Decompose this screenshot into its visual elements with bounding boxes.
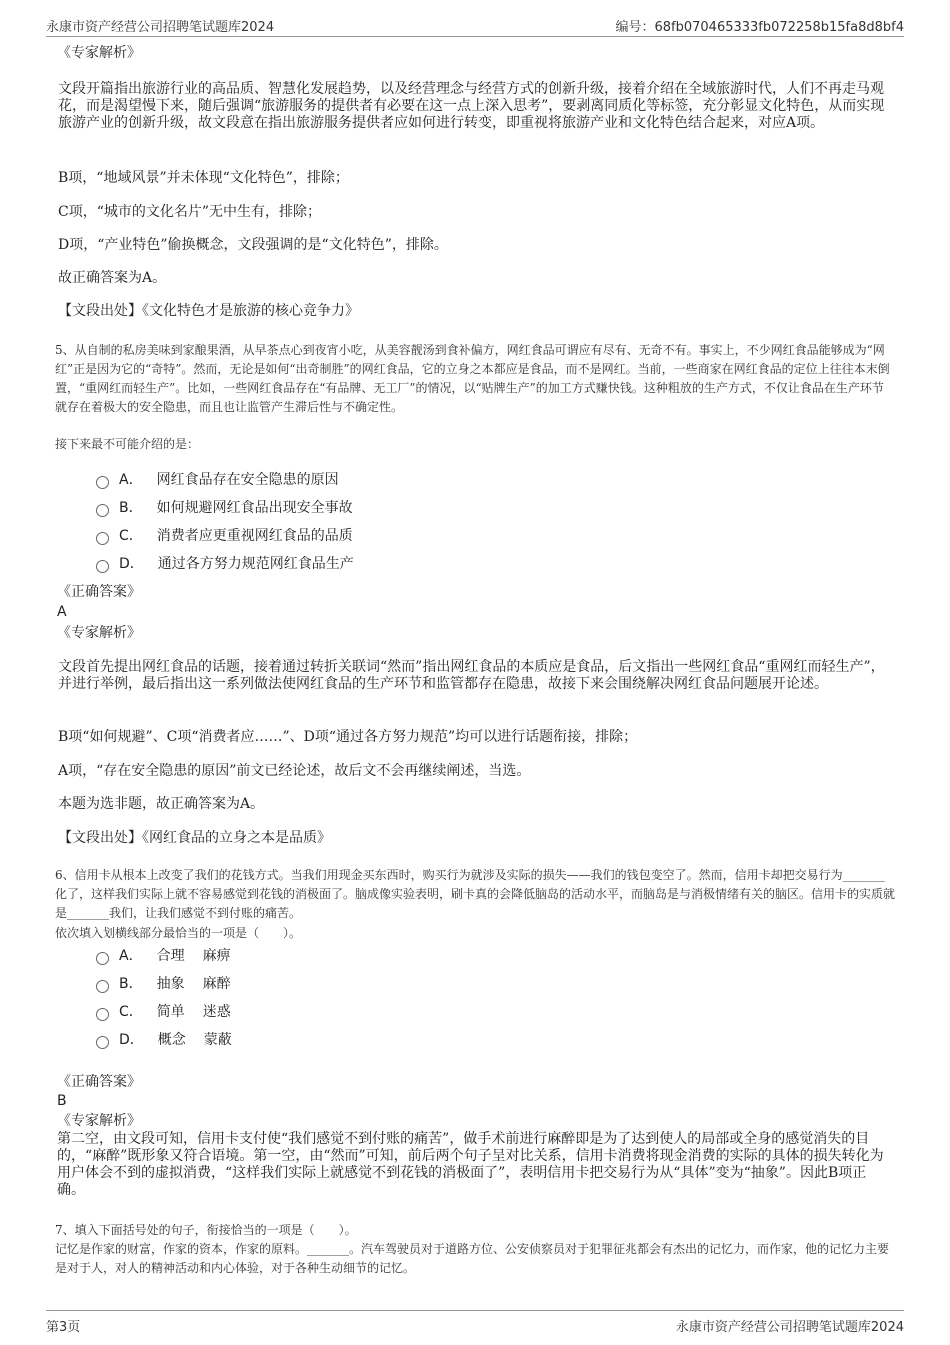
radio-icon[interactable] bbox=[96, 532, 109, 545]
radio-icon[interactable] bbox=[96, 560, 109, 573]
q5-answer-line: 本题为选非题，故正确答案为A。 bbox=[58, 796, 265, 812]
q5-option-d[interactable]: D． 通过各方努力规范网红食品生产 bbox=[96, 555, 354, 573]
q5-a-note: A项，“存在安全隐患的原因”前文已经论述，故后文不会再继续阐述，当选。 bbox=[58, 763, 531, 779]
q6-option-b[interactable]: B． 抽象 麻醉 bbox=[96, 975, 231, 993]
q6-prompt: 依次填入划横线部分最恰当的一项是（ ）。 bbox=[55, 926, 302, 940]
q6-option-a[interactable]: A． 合理 麻痹 bbox=[96, 947, 231, 965]
q5-stem: 5、从自制的私房美味到家酿果酒，从早茶点心到夜宵小吃，从美容靓汤到食补偏方，网红食品可谓应有尽有、无奇不有。事实上，不少网红食品能够成为“网红”正是因为它的“奇特”。然而，无论是如何“出奇制胜”的网红食品，它的立身之本都应是食品，而不是网红。当前，一些商家在网红食品的定位上往往本末倒置，“重网红而轻生产”。比如，一些网红食品存在“有品牌、无工厂”的情况，以“贴牌生产”的加工方式赚快钱。这种粗放的生产方式，不仅让食品在生产环节就存在着极大的安全隐患，而且也让监管产生滞后性与不确定性。 bbox=[55, 343, 890, 414]
q5-option-c[interactable]: C． 消费者应更重视网红食品的品质 bbox=[96, 527, 353, 545]
q6-stem: 6、信用卡从根本上改变了我们的花钱方式。当我们用现金买东西时，购买行为就涉及实际的损失——我们的钱包变空了。然而，信用卡却把交易行为_______化了，这样我们实际上就不容易感觉到花钱的消极面了。脑成像实验表明，刷卡真的会降低脑岛的活动水平，而脑岛是与消极情绪有关的脑区。信用卡的实质就是_______我们，让我们感觉不到付账的痛苦。 bbox=[55, 868, 896, 920]
q5-answer-label: 《正确答案》 bbox=[57, 584, 141, 600]
q5-expert-label: 《专家解析》 bbox=[57, 625, 141, 641]
q7-stem: 7、填入下面括号处的句子，衔接恰当的一项是（ ）。 bbox=[55, 1223, 357, 1237]
page-header bbox=[46, 14, 904, 37]
q4-source: 【文段出处】《文化特色才是旅游的核心竞争力》 bbox=[58, 303, 359, 319]
radio-icon[interactable] bbox=[96, 952, 109, 965]
q6-expert-label: 《专家解析》 bbox=[57, 1113, 141, 1129]
q5-analysis: 文段首先提出网红食品的话题，接着通过转折关联词“然而”指出网红食品的本质应是食品，后文指出一些网红食品“重网红而轻生产”，并进行举例，最后指出这一系列做法使网红食品的生产环节和监管都存在隐患，故接下来会围绕解决网红食品问题展开论述。 bbox=[58, 659, 885, 692]
page-footer bbox=[46, 1310, 904, 1335]
radio-icon[interactable] bbox=[96, 1008, 109, 1021]
radio-icon[interactable] bbox=[96, 476, 109, 489]
q4-analysis: 文段开篇指出旅游行业的高品质、智慧化发展趋势，以及经营理念与经营方式的创新升级，接着介绍在全域旅游时代，人们不再走马观花，而是渴望慢下来，随后强调“旅游服务的提供者有必要在这一点上深入思考”，要剥离同质化等标签，充分彰显文化特色，从而实现旅游产业的创新升级，故文段意在指出旅游服务提供者应如何进行转变，即重视将旅游产业和文化特色结合起来，对应A项。 bbox=[58, 81, 885, 131]
q6-option-c[interactable]: C． 简单 迷惑 bbox=[96, 1003, 231, 1021]
header-title: 永康市资产经营公司招聘笔试题库2024 bbox=[46, 20, 275, 35]
q4-option-d-note: D项，“产业特色”偷换概念，文段强调的是“文化特色”，排除。 bbox=[58, 237, 448, 253]
q5-answer: A bbox=[57, 604, 67, 620]
radio-icon[interactable] bbox=[96, 504, 109, 517]
q5-bcd-note: B项“如何规避”、C项“消费者应……”、D项“通过各方努力规范”均可以进行话题衔接，排除； bbox=[58, 729, 638, 745]
q5-source: 【文段出处】《网红食品的立身之本是品质》 bbox=[58, 830, 331, 846]
q5-option-a[interactable]: A． 网红食品存在安全隐患的原因 bbox=[96, 471, 339, 489]
q7-text: 记忆是作家的财富，作家的资本，作家的原料。_______。汽车驾驶员对于道路方位、公安侦察员对于犯罪征兆都会有杰出的记忆力，而作家，他的记忆力主要是对于人，对人的精神活动和内心体验，对于各种生动细节的记忆。 bbox=[55, 1242, 890, 1275]
q6-option-d[interactable]: D． 概念 蒙蔽 bbox=[96, 1031, 232, 1049]
q5-option-b[interactable]: B． 如何规避网红食品出现安全事故 bbox=[96, 499, 353, 517]
footer-title: 永康市资产经营公司招聘笔试题库2024 bbox=[675, 1320, 904, 1335]
q4-option-c-note: C项，“城市的文化名片”无中生有，排除； bbox=[58, 204, 322, 220]
q4-expert-label: 《专家解析》 bbox=[57, 45, 141, 61]
q6-answer-label: 《正确答案》 bbox=[57, 1074, 141, 1090]
header-code: 编号：68fb070465333fb072258b15fa8d8bf4 bbox=[615, 20, 904, 35]
q6-answer: B bbox=[57, 1093, 67, 1109]
q4-answer-line: 故正确答案为A。 bbox=[58, 270, 167, 286]
radio-icon[interactable] bbox=[96, 980, 109, 993]
radio-icon[interactable] bbox=[96, 1036, 109, 1049]
q6-analysis: 第二空，由文段可知，信用卡支付使“我们感觉不到付账的痛苦”，做手术前进行麻醉即是为了达到使人的局部或全身的感觉消失的目的，“麻醉”既形象又符合语境。第一空，由“然而”可知，前后两个句子呈对比关系，信用卡消费将现金消费的实际的具体的损失转化为用户体会不到的虚拟消费，“这样我们实际上就感觉不到花钱的消极面了”，表明信用卡把交易行为从“具体”变为“抽象”。因此B项正确。 bbox=[57, 1131, 884, 1198]
q5-prompt: 接下来最不可能介绍的是： bbox=[55, 437, 200, 451]
footer-page-number: 第3页 bbox=[46, 1320, 81, 1335]
q4-option-b-note: B项，“地域风景”并未体现“文化特色”，排除； bbox=[58, 170, 349, 186]
